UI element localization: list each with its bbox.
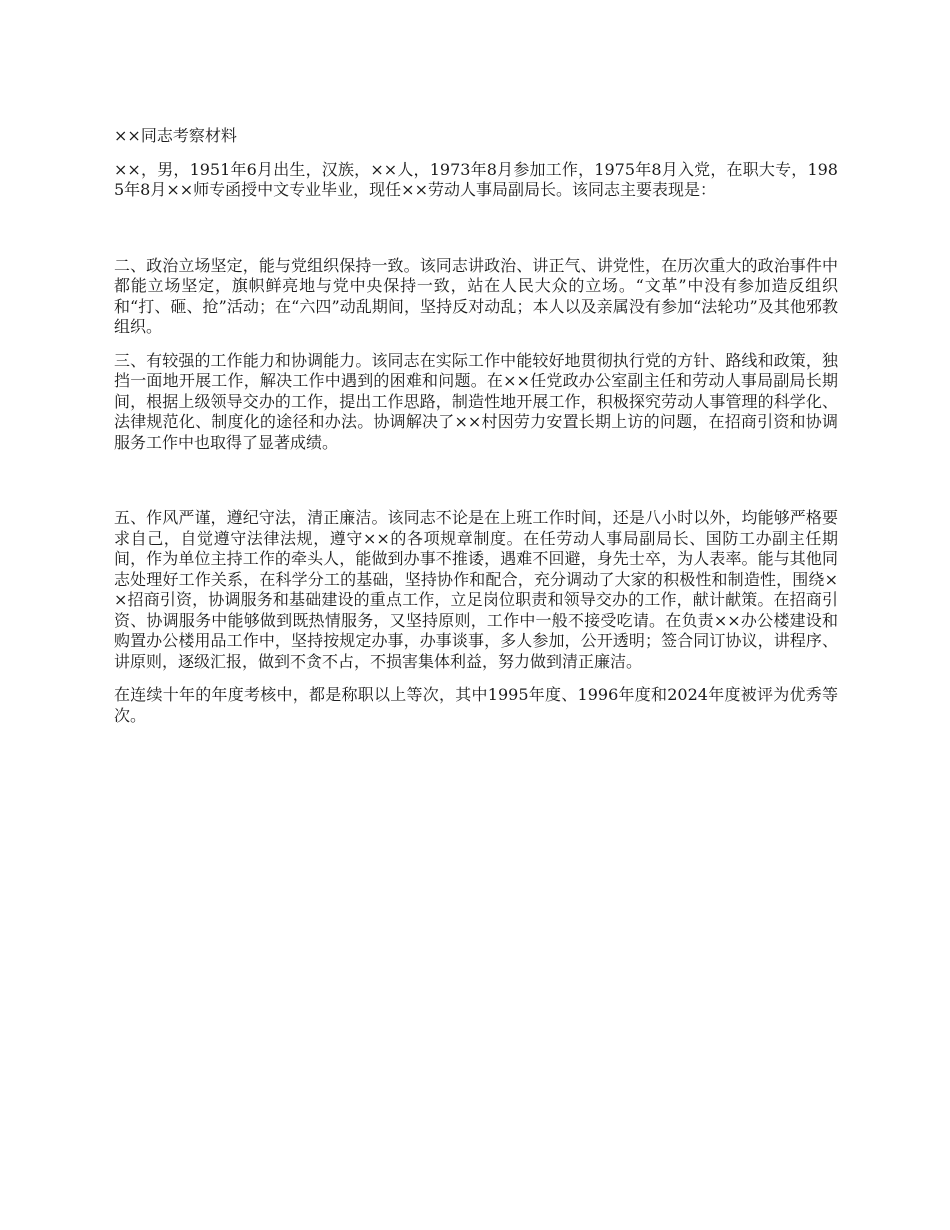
paragraph-work-style: 五、作风严谨，遵纪守法，清正廉洁。该同志不论是在上班工作时间，还是八小时以外，均能够严格要求自己，自觉遵守法律法规，遵守××的各项规章制度。在任劳动人事局副局长、国防工办副主任期间，作为单位主持工作的牵头人，能做到办事不推诿，遇难不回避，身先士卒，为人表率。能与其他同志处理好工作关系，在科学分工的基础，坚持协作和配合，充分调动了大家的积极性和制造性，围绕××招商引资，协调服务和基础建设的重点工作，立足岗位职责和领导交办的工作，献计献策。在招商引资、协调服务中能够做到既热情服务，又坚持原则，工作中一般不接受吃请。在负责××办公楼建设和购置办公楼用品工作中，坚持按规定办事，办事谈事，多人参加，公开透明；签合同订协议，讲程序、讲原则，逐级汇报，做到不贪不占，不损害集体利益，努力做到清正廉洁。 [114,508,838,671]
paragraph-political-stance: 二、政治立场坚定，能与党组织保持一致。该同志讲政治、讲正气、讲党性，在历次重大的政治事件中都能立场坚定，旗帜鲜亮地与党中央保持一致，站在人民大众的立场。“文革”中没有参加造反组织和“打、砸、抢”活动；在“六四”动乱期间，坚持反对动乱；本人以及亲属没有参加“法轮功”及其他邪教组织。 [114,255,838,336]
paragraph-annual-review: 在连续十年的年度考核中，都是称职以上等次，其中1995年度、1996年度和2024年度被评为优秀等次。 [114,685,838,725]
document-title: ××同志考察材料 [114,126,237,145]
paragraph-work-ability: 三、有较强的工作能力和协调能力。该同志在实际工作中能较好地贯彻执行党的方针、路线和政策，独挡一面地开展工作，解决工作中遇到的困难和问题。在××任党政办公室副主任和劳动人事局副局长期间，根据上级领导交办的工作，提出工作思路，制造性地开展工作，积极探究劳动人事管理的科学化、法律规范化、制度化的途径和办法。协调解决了××村因劳力安置长期上访的问题，在招商引资和协调服务工作中也取得了显著成绩。 [114,350,838,452]
document-page [114,126,838,726]
paragraph-basic-info: ××，男，1951年6月出生，汉族，××人，1973年8月参加工作，1975年8月入党，在职大专，1985年8月××师专函授中文专业毕业，现任××劳动人事局副局长。该同志主要表现是： [114,159,838,199]
